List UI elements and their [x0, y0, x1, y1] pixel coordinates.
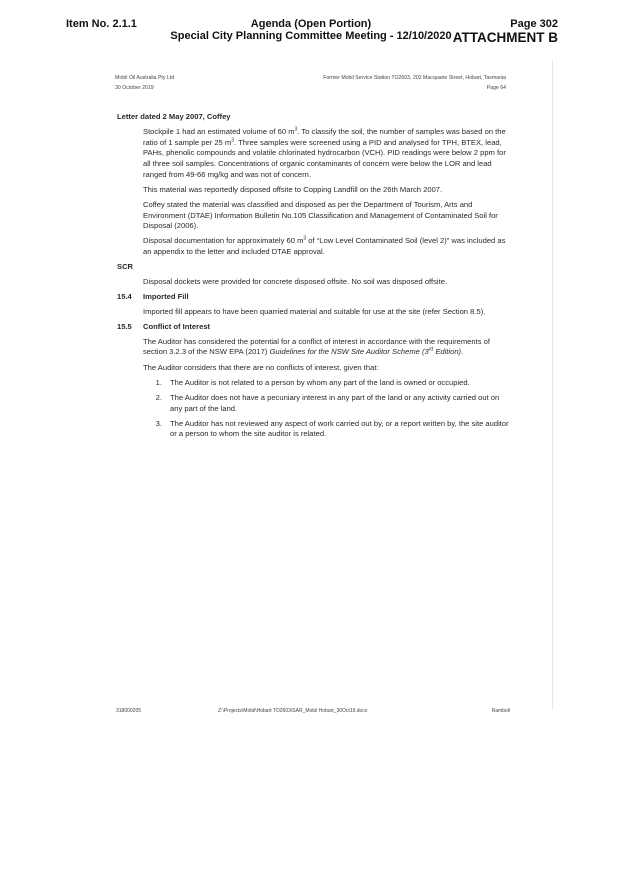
section-15-5-heading [117, 322, 509, 333]
list-item-text: The Auditor does not have a pecuniary interest in any part of the land or any activity carried out on any part of the land. [170, 393, 500, 413]
section-15-4-heading [117, 292, 509, 303]
site-name: Former Mobil Service Station TO2603, 202 Macquarie Street, Hobart, Tasmania [323, 75, 506, 81]
conflict-paragraph-1: The Auditor has considered the potential for a conflict of interest in accordance with the requirements of section 3.2.3 of the NSW EPA (2017) Guidelines for the NSW Site Auditor Scheme (3rd Edition). [143, 336, 490, 357]
agenda-page-info [453, 18, 558, 45]
doc-header-left [115, 73, 174, 93]
report-date: 30 October 2019 [115, 85, 154, 91]
agenda-title-line1: Agenda (Open Portion) [250, 18, 372, 30]
section-title: Imported Fill [143, 292, 189, 302]
conflict-list [143, 378, 509, 440]
footer-reference: 318000205 [116, 708, 142, 714]
scr-heading: SCR [117, 262, 134, 272]
list-item-number: 1. [155, 377, 162, 387]
agenda-header [0, 0, 622, 48]
agenda-page-number: Page 302 [510, 18, 558, 30]
report-body [117, 112, 509, 445]
list-item-number: 3. [155, 418, 162, 428]
item-number: Item No. 2.1.1 [66, 18, 137, 30]
list-item [143, 393, 509, 414]
list-item [143, 419, 509, 440]
page-edge-divider [552, 60, 553, 710]
footer-file-path: Z:\Projects\Mobil\Hobart TO2603\SAR_Mobil Hobart_30Oct19.docx [218, 708, 368, 714]
letter-paragraph-4: Disposal documentation for approximately 60 $m^3$ of “Low Level Contaminated Soil (level 2)” was included as an appendix to the letter and included DTAE approval. [143, 235, 506, 256]
letter-paragraph-1: Stockpile 1 had an estimated volume of 60 $m^3$. To classify the soil, the number of samples was based on the ratio of 1 sample per 25 $m^3$. Three samples were screened using a PID and analysed for TPH, BTEX, lead, PAHs, phenolic compounds and volatile chlorinated hydrocarbon (VCH). PID readings were below 2 ppm for all three soil samples. Concentrations of organic contaminants of concern were below the LOR and lead ranged from 49-66 mg/kg and was not of concern. [143, 126, 506, 179]
attachment-label: ATTACHMENT B [452, 30, 558, 45]
letter-paragraph-3: Coffey stated the material was classified and disposed as per the Department of Tourism, Arts and Environment (DTAE) Information Bulletin No.105 Classification and Management of Contaminated Soil for Disposal (2006). [143, 199, 498, 231]
footer-company: Ramboll [491, 708, 510, 714]
section-title: Conflict of Interest [143, 322, 211, 332]
section-number: 15.5 [117, 322, 132, 332]
company-name: Mobil Oil Australia Pty Ltd [115, 75, 175, 81]
doc-header-right [282, 73, 506, 93]
list-item-text: The Auditor has not reviewed any aspect of work carried out by, or a report written by, the site auditor or a person to whom the site auditor is related. [170, 418, 509, 439]
list-item-text: The Auditor is not related to a person by whom any part of the land is owned or occupied. [170, 377, 470, 387]
scr-paragraph: Disposal dockets were provided for concrete disposed offsite. No soil was disposed offsite. [143, 277, 448, 287]
report-page-number: Page 64 [486, 85, 506, 91]
agenda-title [150, 18, 472, 42]
letter-paragraph-2: This material was reportedly disposed offsite to Copping Landfill on the 26th March 2007. [143, 184, 443, 194]
imported-fill-paragraph: Imported fill appears to have been quarried material and suitable for use at the site (refer Section 8.5). [143, 307, 486, 317]
section-number: 15.4 [117, 292, 132, 302]
letter-heading: Letter dated 2 May 2007, Coffey [117, 112, 231, 121]
agenda-title-line2: Special City Planning Committee Meeting - 12/10/2020 [170, 30, 452, 42]
list-item [143, 378, 509, 389]
conflict-paragraph-2: The Auditor considers that there are no conflicts of interest, given that: [143, 362, 379, 372]
list-item-number: 2. [155, 393, 162, 402]
